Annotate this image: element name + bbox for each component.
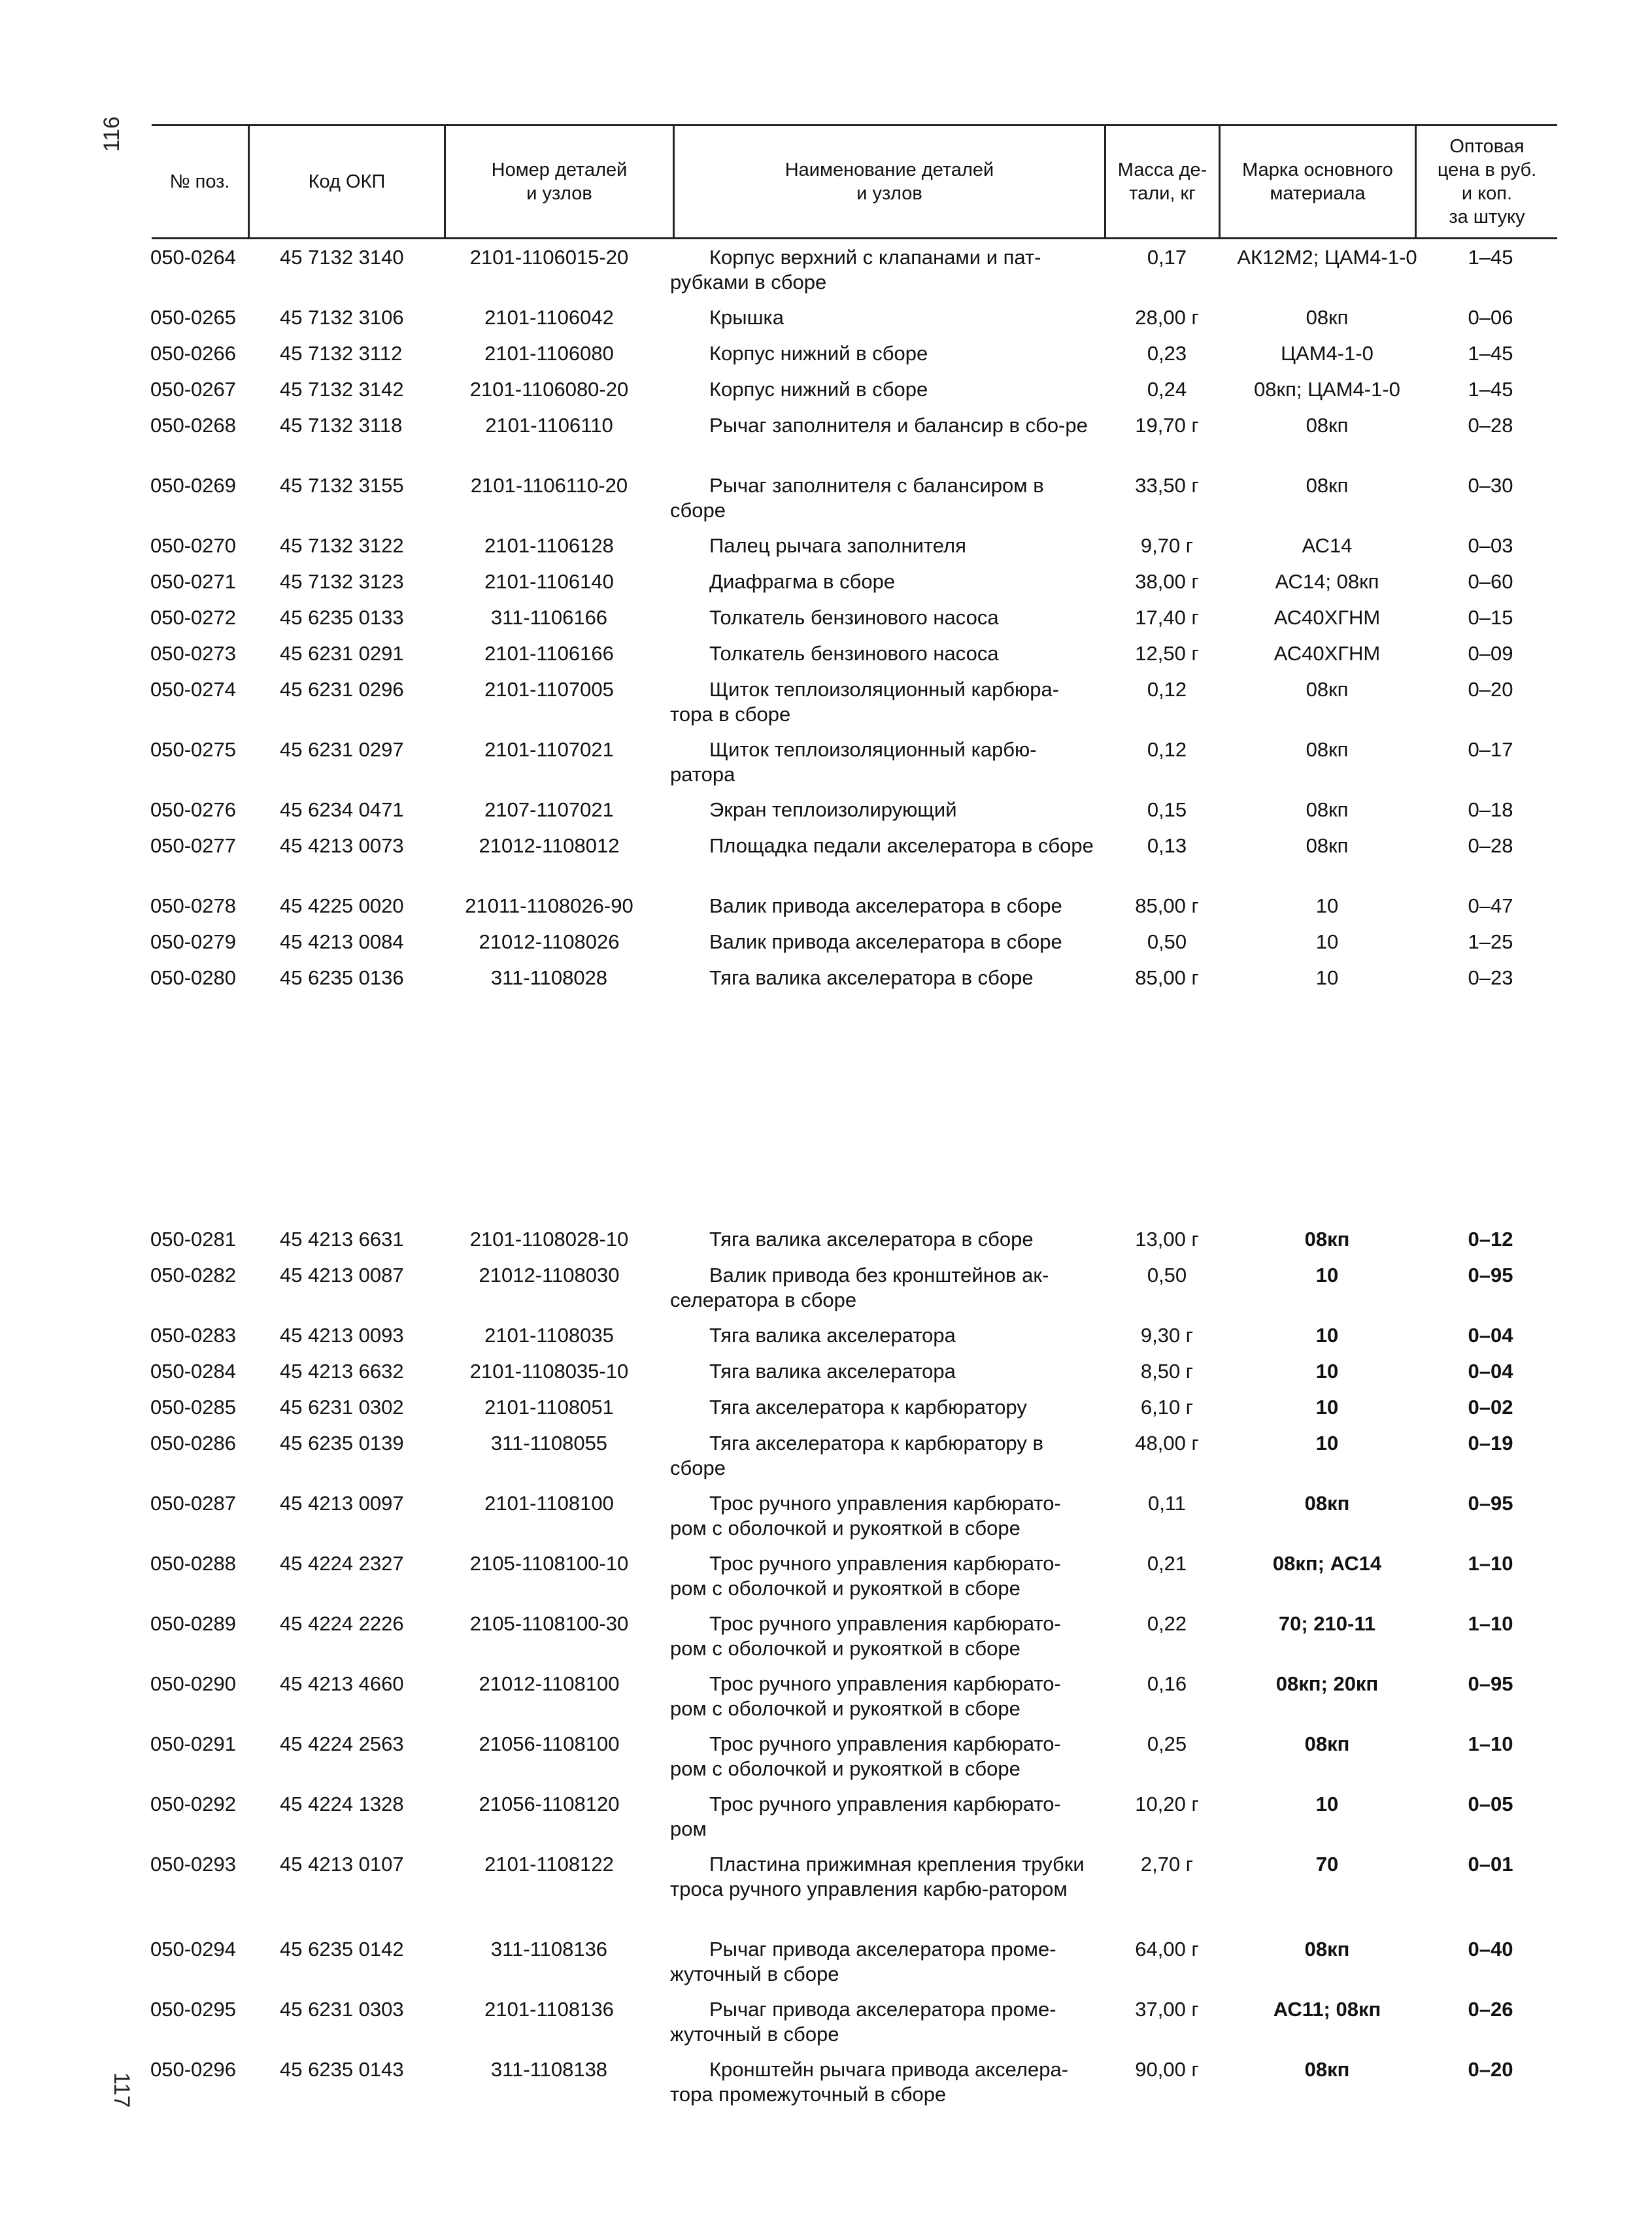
row-okp-code: 45 4213 0087 bbox=[280, 1264, 404, 1287]
row-mass: 19,70 г bbox=[1135, 414, 1199, 437]
row-part-name: Корпус верхний с клапанами и пат-рубками в сборе bbox=[670, 246, 1041, 294]
row-part-name: Трос ручного управления карбюрато-ром с оболочкой и рукояткой в сборе bbox=[670, 1672, 1061, 1720]
page-number-bottom: 117 bbox=[109, 2072, 134, 2108]
row-material: 10 bbox=[1315, 1360, 1339, 1383]
row-part-number: 21056-1108120 bbox=[479, 1793, 620, 1815]
row-price: 0–12 bbox=[1468, 1228, 1513, 1251]
table-row bbox=[0, 1611, 1652, 1672]
row-position: 050-0296 bbox=[150, 2058, 237, 2081]
row-mass: 0,16 bbox=[1147, 1672, 1187, 1695]
row-part-name: Щиток теплоизоляционный карбюра-тора в сборе bbox=[670, 678, 1060, 726]
row-mass: 48,00 г bbox=[1135, 1432, 1199, 1455]
row-okp-code: 45 7132 3155 bbox=[280, 474, 404, 497]
row-okp-code: 45 7132 3106 bbox=[280, 306, 404, 329]
header-material: Марка основного материала bbox=[1221, 126, 1417, 237]
row-price: 0–19 bbox=[1468, 1432, 1513, 1455]
row-mass: 0,50 bbox=[1147, 1264, 1187, 1287]
row-okp-code: 45 4225 0020 bbox=[280, 894, 404, 917]
row-material: 10 bbox=[1315, 1324, 1339, 1347]
row-okp-code: 45 7132 3142 bbox=[280, 378, 404, 401]
row-material: АС14; 08кп bbox=[1275, 570, 1379, 593]
row-part-number: 2101-1106140 bbox=[484, 570, 614, 593]
row-okp-code: 45 7132 3123 bbox=[280, 570, 404, 593]
row-part-name: Трос ручного управления карбюрато-ром с оболочкой и рукояткой в сборе bbox=[670, 1732, 1061, 1780]
row-position: 050-0278 bbox=[150, 894, 237, 917]
row-okp-code: 45 6231 0297 bbox=[280, 738, 404, 761]
header-pos: № поз. bbox=[152, 126, 250, 237]
row-mass: 12,50 г bbox=[1135, 642, 1199, 665]
row-part-name: Тяга валика акселератора в сборе bbox=[709, 1228, 1034, 1251]
row-position: 050-0271 bbox=[150, 570, 237, 593]
table-header bbox=[152, 124, 1557, 239]
row-position: 050-0284 bbox=[150, 1360, 237, 1383]
row-mass: 17,40 г bbox=[1135, 606, 1199, 629]
row-part-name: Корпус нижний в сборе bbox=[709, 378, 928, 401]
row-part-number: 21056-1108100 bbox=[479, 1732, 620, 1755]
table-row bbox=[0, 1227, 1652, 1263]
table-row bbox=[0, 1491, 1652, 1551]
row-material: АК12М2; ЦАМ4-1-0 bbox=[1237, 246, 1417, 269]
row-part-number: 2105-1108100-30 bbox=[469, 1612, 629, 1635]
row-part-name: Толкатель бензинового насоса bbox=[709, 606, 999, 629]
row-material: 10 bbox=[1315, 1264, 1339, 1287]
table-row bbox=[0, 605, 1652, 641]
row-okp-code: 45 6235 0142 bbox=[280, 1938, 404, 1961]
row-part-name: Валик привода без кронштейнов ак-селератора в сборе bbox=[670, 1264, 1049, 1311]
row-mass: 85,00 г bbox=[1135, 894, 1199, 917]
table-row bbox=[0, 377, 1652, 413]
row-price: 0–95 bbox=[1468, 1264, 1513, 1287]
row-price: 0–47 bbox=[1468, 894, 1513, 917]
row-okp-code: 45 4224 1328 bbox=[280, 1793, 404, 1815]
row-part-name: Крышка bbox=[709, 306, 784, 329]
row-price: 0–01 bbox=[1468, 1853, 1513, 1876]
row-mass: 0,15 bbox=[1147, 798, 1187, 821]
row-position: 050-0282 bbox=[150, 1264, 237, 1287]
row-okp-code: 45 4213 4660 bbox=[280, 1672, 404, 1695]
row-price: 0–30 bbox=[1468, 474, 1513, 497]
row-okp-code: 45 4224 2563 bbox=[280, 1732, 404, 1755]
table-row bbox=[0, 737, 1652, 798]
row-material: 08кп bbox=[1306, 678, 1349, 701]
row-material: 08кп; ЦАМ4-1-0 bbox=[1254, 378, 1400, 401]
row-material: 08кп bbox=[1306, 414, 1349, 437]
table-row bbox=[0, 1792, 1652, 1852]
table-body-upper bbox=[0, 245, 1652, 1002]
row-part-number: 2101-1106110-20 bbox=[470, 474, 628, 497]
row-mass: 9,30 г bbox=[1140, 1324, 1194, 1347]
row-mass: 0,12 bbox=[1147, 738, 1187, 761]
row-okp-code: 45 6235 0139 bbox=[280, 1432, 404, 1455]
table-row bbox=[0, 1551, 1652, 1611]
row-part-number: 2101-1106128 bbox=[484, 534, 614, 557]
row-material: 08кп; АС14 bbox=[1272, 1552, 1382, 1575]
row-position: 050-0272 bbox=[150, 606, 237, 629]
row-position: 050-0283 bbox=[150, 1324, 237, 1347]
row-position: 050-0267 bbox=[150, 378, 237, 401]
row-part-number: 2101-1108028-10 bbox=[469, 1228, 629, 1251]
table-row bbox=[0, 834, 1652, 894]
table-row bbox=[0, 341, 1652, 377]
row-material: 08кп bbox=[1304, 1732, 1350, 1755]
row-okp-code: 45 4224 2226 bbox=[280, 1612, 404, 1635]
row-part-name: Рычаг заполнителя с балансиром в сборе bbox=[670, 474, 1044, 522]
row-position: 050-0285 bbox=[150, 1396, 237, 1419]
row-part-name: Рычаг привода акселератора проме-жуточный в сборе bbox=[670, 1938, 1056, 1985]
row-material: 08кп bbox=[1306, 834, 1349, 857]
table-body-lower bbox=[0, 1227, 1652, 2117]
row-price: 1–10 bbox=[1468, 1552, 1513, 1575]
row-price: 1–45 bbox=[1468, 378, 1513, 401]
row-part-number: 21012-1108100 bbox=[479, 1672, 620, 1695]
row-part-number: 2101-1108100 bbox=[484, 1492, 614, 1515]
row-okp-code: 45 6231 0303 bbox=[280, 1998, 404, 2021]
row-price: 0–20 bbox=[1468, 678, 1513, 701]
row-part-number: 21012-1108026 bbox=[479, 930, 620, 953]
row-material: АС40ХГНМ bbox=[1273, 606, 1381, 629]
row-part-number: 2101-1106166 bbox=[484, 642, 614, 665]
row-part-name: Палец рычага заполнителя bbox=[709, 534, 966, 557]
row-position: 050-0293 bbox=[150, 1853, 237, 1876]
header-price: Оптовая цена в руб. и коп. за штуку bbox=[1437, 136, 1537, 227]
row-part-name: Корпус нижний в сборе bbox=[709, 342, 928, 365]
row-price: 1–25 bbox=[1468, 930, 1513, 953]
row-material: 08кп bbox=[1304, 1938, 1350, 1961]
row-position: 050-0274 bbox=[150, 678, 237, 701]
table-row bbox=[0, 894, 1652, 930]
table-row bbox=[0, 1395, 1652, 1431]
row-part-name: Щиток теплоизоляционный карбю-ратора bbox=[670, 738, 1037, 786]
row-mass: 0,25 bbox=[1147, 1732, 1187, 1755]
row-mass: 13,00 г bbox=[1135, 1228, 1199, 1251]
row-price: 0–09 bbox=[1468, 642, 1513, 665]
row-position: 050-0286 bbox=[150, 1432, 237, 1455]
table-row bbox=[0, 569, 1652, 605]
row-price: 0–60 bbox=[1468, 570, 1513, 593]
table-row bbox=[0, 930, 1652, 966]
row-position: 050-0276 bbox=[150, 798, 237, 821]
row-position: 050-0275 bbox=[150, 738, 237, 761]
row-material: АС14 bbox=[1302, 534, 1353, 557]
row-part-name: Тяга валика акселератора bbox=[709, 1324, 956, 1347]
row-position: 050-0288 bbox=[150, 1552, 237, 1575]
row-mass: 37,00 г bbox=[1135, 1998, 1199, 2021]
row-part-number: 21012-1108030 bbox=[479, 1264, 620, 1287]
row-part-name: Тяга акселератора к карбюратору в сборе bbox=[670, 1432, 1043, 1479]
row-price: 0–18 bbox=[1468, 798, 1513, 821]
row-part-name: Тяга акселератора к карбюратору bbox=[709, 1396, 1027, 1419]
row-part-name: Пластина прижимная крепления трубки троса ручного управления карбю-ратором bbox=[670, 1853, 1085, 1900]
table-row bbox=[0, 1937, 1652, 1997]
table-row bbox=[0, 798, 1652, 834]
row-okp-code: 45 6235 0136 bbox=[280, 966, 404, 989]
row-part-number: 21011-1108026-90 bbox=[465, 894, 633, 917]
row-price: 0–17 bbox=[1468, 738, 1513, 761]
table-row bbox=[0, 1732, 1652, 1792]
row-part-name: Трос ручного управления карбюрато-ром с оболочкой и рукояткой в сборе bbox=[670, 1612, 1061, 1660]
table-row bbox=[0, 1431, 1652, 1491]
row-position: 050-0290 bbox=[150, 1672, 237, 1695]
row-okp-code: 45 7132 3122 bbox=[280, 534, 404, 557]
header-part-number: Номер деталей и узлов bbox=[446, 126, 675, 237]
row-part-name: Валик привода акселератора в сборе bbox=[709, 930, 1062, 953]
row-part-name: Тяга валика акселератора в сборе bbox=[709, 966, 1034, 989]
row-okp-code: 45 4213 6632 bbox=[280, 1360, 404, 1383]
row-mass: 0,17 bbox=[1147, 246, 1187, 269]
row-position: 050-0292 bbox=[150, 1793, 237, 1815]
row-price: 0–06 bbox=[1468, 306, 1513, 329]
row-part-name: Трос ручного управления карбюрато-ром с оболочкой и рукояткой в сборе bbox=[670, 1552, 1061, 1600]
row-part-number: 2107-1107021 bbox=[484, 798, 614, 821]
row-position: 050-0295 bbox=[150, 1998, 237, 2021]
row-price: 1–45 bbox=[1468, 342, 1513, 365]
row-price: 0–28 bbox=[1468, 414, 1513, 437]
row-material: 10 bbox=[1315, 1432, 1339, 1455]
row-part-name: Экран теплоизолирующий bbox=[709, 798, 957, 821]
row-part-number: 2101-1106110 bbox=[485, 414, 613, 437]
row-material: 08кп bbox=[1306, 306, 1349, 329]
row-mass: 90,00 г bbox=[1135, 2058, 1199, 2081]
row-part-number: 311-1108138 bbox=[490, 2058, 608, 2081]
row-mass: 2,70 г bbox=[1140, 1853, 1194, 1876]
row-part-number: 2105-1108100-10 bbox=[469, 1552, 629, 1575]
row-part-name: Трос ручного управления карбюрато-ром bbox=[670, 1793, 1061, 1840]
row-mass: 0,50 bbox=[1147, 930, 1187, 953]
row-okp-code: 45 6234 0471 bbox=[280, 798, 404, 821]
row-part-number: 311-1108055 bbox=[490, 1432, 608, 1455]
row-material: ЦАМ4-1-0 bbox=[1281, 342, 1374, 365]
row-price: 1–45 bbox=[1468, 246, 1513, 269]
row-price: 0–23 bbox=[1468, 966, 1513, 989]
row-mass: 6,10 г bbox=[1140, 1396, 1194, 1419]
row-position: 050-0289 bbox=[150, 1612, 237, 1635]
row-mass: 10,20 г bbox=[1135, 1793, 1199, 1815]
row-okp-code: 45 6235 0133 bbox=[280, 606, 404, 629]
row-material: 10 bbox=[1315, 930, 1339, 953]
row-part-number: 21012-1108012 bbox=[479, 834, 620, 857]
row-position: 050-0280 bbox=[150, 966, 237, 989]
row-price: 0–04 bbox=[1468, 1360, 1513, 1383]
table-row bbox=[0, 533, 1652, 569]
row-mass: 33,50 г bbox=[1135, 474, 1199, 497]
row-price: 1–10 bbox=[1468, 1732, 1513, 1755]
row-okp-code: 45 4213 6631 bbox=[280, 1228, 404, 1251]
row-mass: 28,00 г bbox=[1135, 306, 1199, 329]
row-mass: 0,22 bbox=[1147, 1612, 1187, 1635]
row-price: 0–95 bbox=[1468, 1492, 1513, 1515]
row-mass: 8,50 г bbox=[1140, 1360, 1194, 1383]
row-material: 08кп; 20кп bbox=[1275, 1672, 1379, 1695]
header-name: Наименование деталей и узлов bbox=[675, 126, 1106, 237]
row-material: 08кп bbox=[1306, 474, 1349, 497]
row-position: 050-0273 bbox=[150, 642, 237, 665]
row-mass: 64,00 г bbox=[1135, 1938, 1199, 1961]
row-part-number: 2101-1106080-20 bbox=[469, 378, 629, 401]
table-row bbox=[0, 473, 1652, 533]
row-part-name: Рычаг заполнителя и балансир в сбо-ре bbox=[709, 414, 1088, 437]
row-part-number: 2101-1108122 bbox=[484, 1853, 614, 1876]
row-mass: 0,11 bbox=[1147, 1492, 1187, 1515]
row-part-name: Площадка педали акселератора в сборе bbox=[709, 834, 1094, 857]
row-position: 050-0291 bbox=[150, 1732, 237, 1755]
row-okp-code: 45 6231 0302 bbox=[280, 1396, 404, 1419]
table-row bbox=[0, 1997, 1652, 2057]
row-material: АС11; 08кп bbox=[1273, 1998, 1381, 2021]
row-part-name: Тяга валика акселератора bbox=[709, 1360, 956, 1383]
header-okp: Код ОКП bbox=[250, 126, 446, 237]
table-row bbox=[0, 413, 1652, 473]
row-position: 050-0269 bbox=[150, 474, 237, 497]
table-row bbox=[0, 677, 1652, 737]
row-part-number: 311-1106166 bbox=[490, 606, 608, 629]
row-price: 0–26 bbox=[1468, 1998, 1513, 2021]
row-okp-code: 45 4213 0107 bbox=[280, 1853, 404, 1876]
row-mass: 85,00 г bbox=[1135, 966, 1199, 989]
row-okp-code: 45 4213 0097 bbox=[280, 1492, 404, 1515]
table-row bbox=[0, 1359, 1652, 1395]
row-okp-code: 45 6231 0296 bbox=[280, 678, 404, 701]
row-position: 050-0279 bbox=[150, 930, 237, 953]
row-price: 0–15 bbox=[1468, 606, 1513, 629]
row-mass: 0,13 bbox=[1147, 834, 1187, 857]
row-part-number: 311-1108028 bbox=[490, 966, 608, 989]
row-position: 050-0294 bbox=[150, 1938, 237, 1961]
row-okp-code: 45 7132 3118 bbox=[280, 414, 403, 437]
row-okp-code: 45 4224 2327 bbox=[280, 1552, 404, 1575]
row-okp-code: 45 6231 0291 bbox=[280, 642, 404, 665]
row-price: 0–95 bbox=[1468, 1672, 1513, 1695]
row-price: 0–05 bbox=[1468, 1793, 1513, 1815]
row-material: 70; 210-11 bbox=[1278, 1612, 1376, 1635]
row-position: 050-0281 bbox=[150, 1228, 237, 1251]
row-material: 10 bbox=[1315, 1793, 1339, 1815]
row-part-number: 2101-1106042 bbox=[484, 306, 614, 329]
row-price: 0–02 bbox=[1468, 1396, 1513, 1419]
header-mass: Масса де- тали, кг bbox=[1106, 126, 1221, 237]
row-part-name: Толкатель бензинового насоса bbox=[709, 642, 999, 665]
row-material: 10 bbox=[1315, 1396, 1339, 1419]
row-okp-code: 45 7132 3112 bbox=[280, 342, 403, 365]
row-part-number: 2101-1107021 bbox=[484, 738, 614, 761]
row-part-number: 311-1108136 bbox=[490, 1938, 608, 1961]
row-position: 050-0277 bbox=[150, 834, 237, 857]
table-row bbox=[0, 641, 1652, 677]
row-mass: 0,23 bbox=[1147, 342, 1187, 365]
row-material: 08кп bbox=[1306, 798, 1349, 821]
table-row bbox=[0, 966, 1652, 1002]
row-part-number: 2101-1108136 bbox=[484, 1998, 614, 2021]
row-material: 08кп bbox=[1306, 738, 1349, 761]
table-row bbox=[0, 1263, 1652, 1323]
row-okp-code: 45 4213 0093 bbox=[280, 1324, 404, 1347]
row-position: 050-0266 bbox=[150, 342, 237, 365]
row-part-number: 2101-1106080 bbox=[484, 342, 614, 365]
table-row bbox=[0, 1323, 1652, 1359]
row-position: 050-0268 bbox=[150, 414, 237, 437]
row-material: АС40ХГНМ bbox=[1273, 642, 1381, 665]
row-position: 050-0265 bbox=[150, 306, 237, 329]
row-price: 1–10 bbox=[1468, 1612, 1513, 1635]
table-row bbox=[0, 305, 1652, 341]
row-price: 0–28 bbox=[1468, 834, 1513, 857]
row-material: 08кп bbox=[1304, 1228, 1350, 1251]
row-material: 10 bbox=[1315, 966, 1339, 989]
row-position: 050-0270 bbox=[150, 534, 237, 557]
table-row bbox=[0, 2057, 1652, 2117]
row-part-name: Диафрагма в сборе bbox=[709, 570, 896, 593]
row-part-name: Кронштейн рычага привода акселера-тора промежуточный в сборе bbox=[670, 2058, 1069, 2106]
row-part-name: Трос ручного управления карбюрато-ром с оболочкой и рукояткой в сборе bbox=[670, 1492, 1061, 1540]
row-okp-code: 45 7132 3140 bbox=[280, 246, 404, 269]
row-mass: 38,00 г bbox=[1135, 570, 1199, 593]
row-okp-code: 45 4213 0073 bbox=[280, 834, 404, 857]
row-part-number: 2101-1108051 bbox=[484, 1396, 614, 1419]
row-price: 0–04 bbox=[1468, 1324, 1513, 1347]
row-material: 08кп bbox=[1304, 1492, 1350, 1515]
row-price: 0–03 bbox=[1468, 534, 1513, 557]
row-mass: 0,21 bbox=[1147, 1552, 1187, 1575]
table-row bbox=[0, 1672, 1652, 1732]
row-part-name: Валик привода акселератора в сборе bbox=[709, 894, 1062, 917]
row-okp-code: 45 6235 0143 bbox=[280, 2058, 404, 2081]
row-part-name: Рычаг привода акселератора проме-жуточный в сборе bbox=[670, 1998, 1056, 2046]
row-price: 0–20 bbox=[1468, 2058, 1513, 2081]
row-okp-code: 45 4213 0084 bbox=[280, 930, 404, 953]
row-material: 08кп bbox=[1304, 2058, 1350, 2081]
page-number-top: 116 bbox=[99, 116, 124, 152]
row-position: 050-0287 bbox=[150, 1492, 237, 1515]
row-position: 050-0264 bbox=[150, 246, 237, 269]
row-mass: 0,24 bbox=[1147, 378, 1187, 401]
table-row bbox=[0, 1852, 1652, 1937]
row-mass: 0,12 bbox=[1147, 678, 1187, 701]
row-part-number: 2101-1108035-10 bbox=[469, 1360, 629, 1383]
row-price: 0–40 bbox=[1468, 1938, 1513, 1961]
row-material: 70 bbox=[1315, 1853, 1339, 1876]
row-mass: 9,70 г bbox=[1140, 534, 1194, 557]
row-material: 10 bbox=[1315, 894, 1339, 917]
row-part-number: 2101-1106015-20 bbox=[469, 246, 629, 269]
table-row bbox=[0, 245, 1652, 305]
row-part-number: 2101-1107005 bbox=[484, 678, 614, 701]
row-part-number: 2101-1108035 bbox=[484, 1324, 614, 1347]
